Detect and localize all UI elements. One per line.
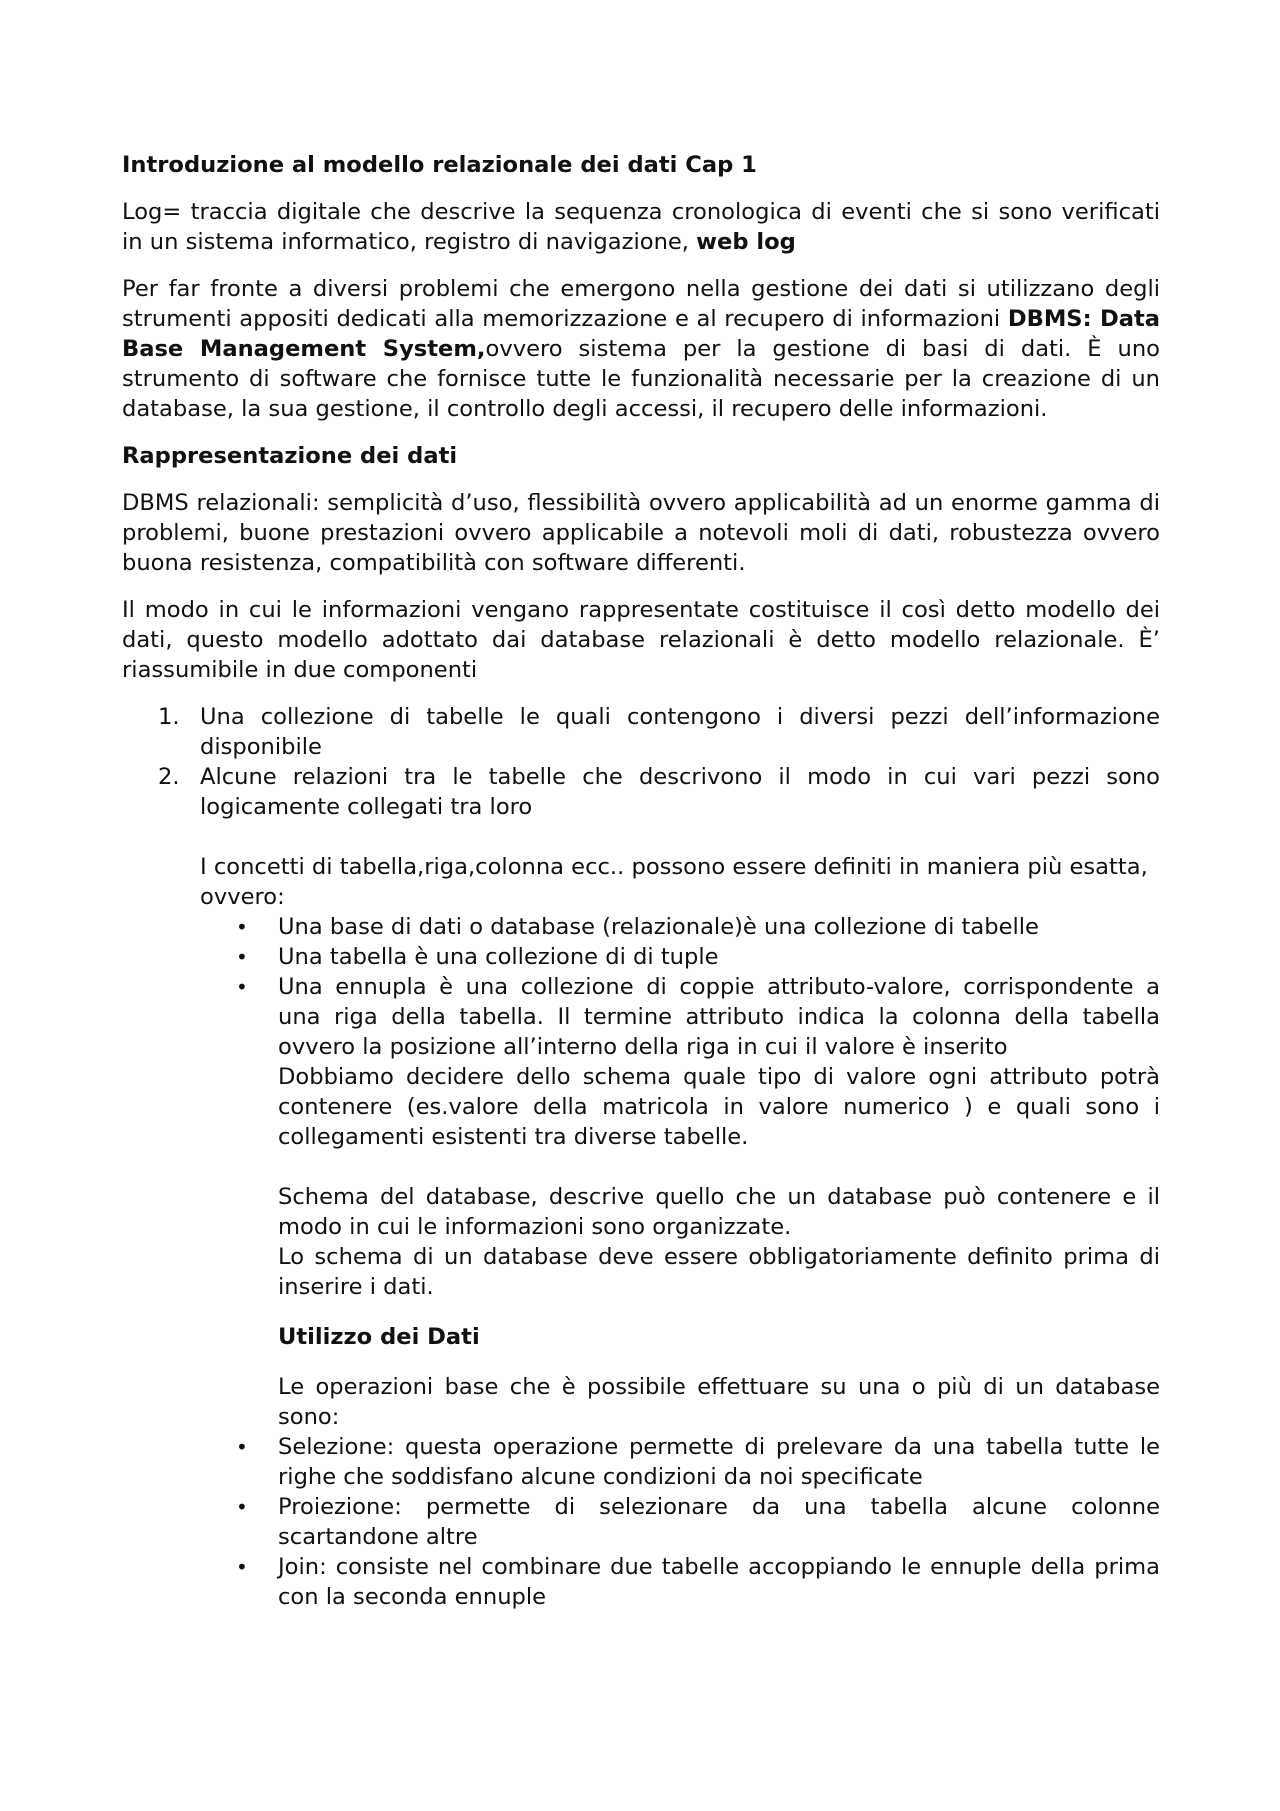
paragraph-schema-tipo: Dobbiamo decidere dello schema quale tipo di valore ogni attributo potrà contenere (es.valore della matricola in valore numerico ) e quali sono i collegamenti esistenti tra diverse tabelle.	[278, 1064, 1160, 1150]
bullet-item	[122, 912, 1160, 942]
numbered-item-marker: 1.	[158, 704, 180, 730]
paragraph-dbms-text-a: Per far fronte a diversi problemi che emergono nella gestione dei dati si utilizzano degli strumenti appositi dedicati alla memorizzazione e al recupero di informazioni	[122, 276, 1160, 332]
heading-utilizzo: Utilizzo dei Dati	[278, 1324, 480, 1350]
bullet-icon: •	[236, 945, 248, 969]
bullet-icon: •	[236, 1495, 248, 1519]
bullet-item	[122, 972, 1160, 1062]
numbered-item-1	[122, 702, 1160, 762]
bullet-item-selezione	[122, 1432, 1160, 1492]
numbered-item-2	[122, 762, 1160, 822]
paragraph-schema-obbligatorio: Lo schema di un database deve essere obbligatoriamente definito prima di inserire i dati.	[278, 1244, 1160, 1300]
paragraph-dbms-bold: DBMS: Data Base Management System,	[122, 306, 1160, 362]
numbered-item-text: Una collezione di tabelle le quali contengono i diversi pezzi dell’informazione disponibile	[200, 704, 1160, 760]
bullet-item-text: Proiezione: permette di selezionare da una tabella alcune colonne scartandone altre	[278, 1494, 1160, 1550]
bullet-list-operations	[122, 1432, 1160, 1612]
paragraph-dbms-text-b: ovvero sistema per la gestione di basi di dati. È uno strumento di software che fornisce tutte le funzionalità necessarie per la creazione di un database, la sua gestione, il controllo degli accessi, il recupero delle informazioni.	[122, 336, 1160, 422]
bullet-icon: •	[236, 1435, 248, 1459]
document-title: Introduzione al modello relazionale dei dati Cap 1	[122, 152, 757, 178]
paragraph-modello: Il modo in cui le informazioni vengano rappresentate costituisce il così detto modello dei dati, questo modello adottato dai database relazionali è detto modello relazionale. È’ riassumibile in due componenti	[122, 597, 1160, 683]
numbered-item-text: Alcune relazioni tra le tabelle che descrivono il modo in cui vari pezzi sono logicamente collegati tra loro	[200, 764, 1160, 820]
paragraph-log-bold: web log	[696, 229, 796, 255]
bullet-item-join	[122, 1552, 1160, 1612]
bullet-item-text: Selezione: questa operazione permette di prelevare da una tabella tutte le righe che soddisfano alcune condizioni da noi specificate	[278, 1434, 1160, 1490]
numbered-item-marker: 2.	[158, 764, 180, 790]
bullet-item-text: Una ennupla è una collezione di coppie attributo-valore, corrispondente a una riga della tabella. Il termine attributo indica la colonna della tabella ovvero la posizione all’interno della riga in cui il valore è inserito	[278, 974, 1160, 1060]
paragraph-dbms	[122, 274, 1160, 424]
bullet-item	[122, 942, 1160, 972]
heading-rappresentazione: Rappresentazione dei dati	[122, 443, 458, 469]
bullet-icon: •	[236, 1555, 248, 1579]
bullet-item-proiezione	[122, 1492, 1160, 1552]
bullet-icon: •	[236, 975, 248, 999]
paragraph-log-text: Log= traccia digitale che descrive la sequenza cronologica di eventi che si sono verificati in un sistema informatico, registro di navigazione,	[122, 199, 1160, 255]
spacer	[122, 1302, 1160, 1322]
document-page	[122, 150, 1160, 1612]
numbered-list	[122, 702, 1160, 822]
paragraph-operazioni: Le operazioni base che è possibile effettuare su una o più di un database sono:	[278, 1374, 1160, 1430]
bullet-icon: •	[236, 915, 248, 939]
bullet-item-text: Una tabella è una collezione di di tuple	[278, 944, 719, 970]
paragraph-concetti: I concetti di tabella,riga,colonna ecc.. possono essere definiti in maniera più esatta, ovvero:	[200, 854, 1148, 910]
bullet-item-text: Join: consiste nel combinare due tabelle accoppiando le ennuple della prima con la seconda ennuple	[278, 1554, 1160, 1610]
bullet-item-text: Una base di dati o database (relazionale)è una collezione di tabelle	[278, 914, 1039, 940]
spacer	[122, 1352, 1160, 1372]
spacer	[122, 1152, 1160, 1182]
spacer	[122, 822, 1160, 852]
paragraph-schema-database: Schema del database, descrive quello che un database può contenere e il modo in cui le informazioni sono organizzate.	[278, 1184, 1160, 1240]
paragraph-dbms-relazionali: DBMS relazionali: semplicità d’uso, flessibilità ovvero applicabilità ad un enorme gamma di problemi, buone prestazioni ovvero applicabile a notevoli moli di dati, robustezza ovvero buona resistenza, compatibilità con software differenti.	[122, 490, 1160, 576]
paragraph-log	[122, 197, 1160, 257]
bullet-list-definitions	[122, 912, 1160, 1062]
